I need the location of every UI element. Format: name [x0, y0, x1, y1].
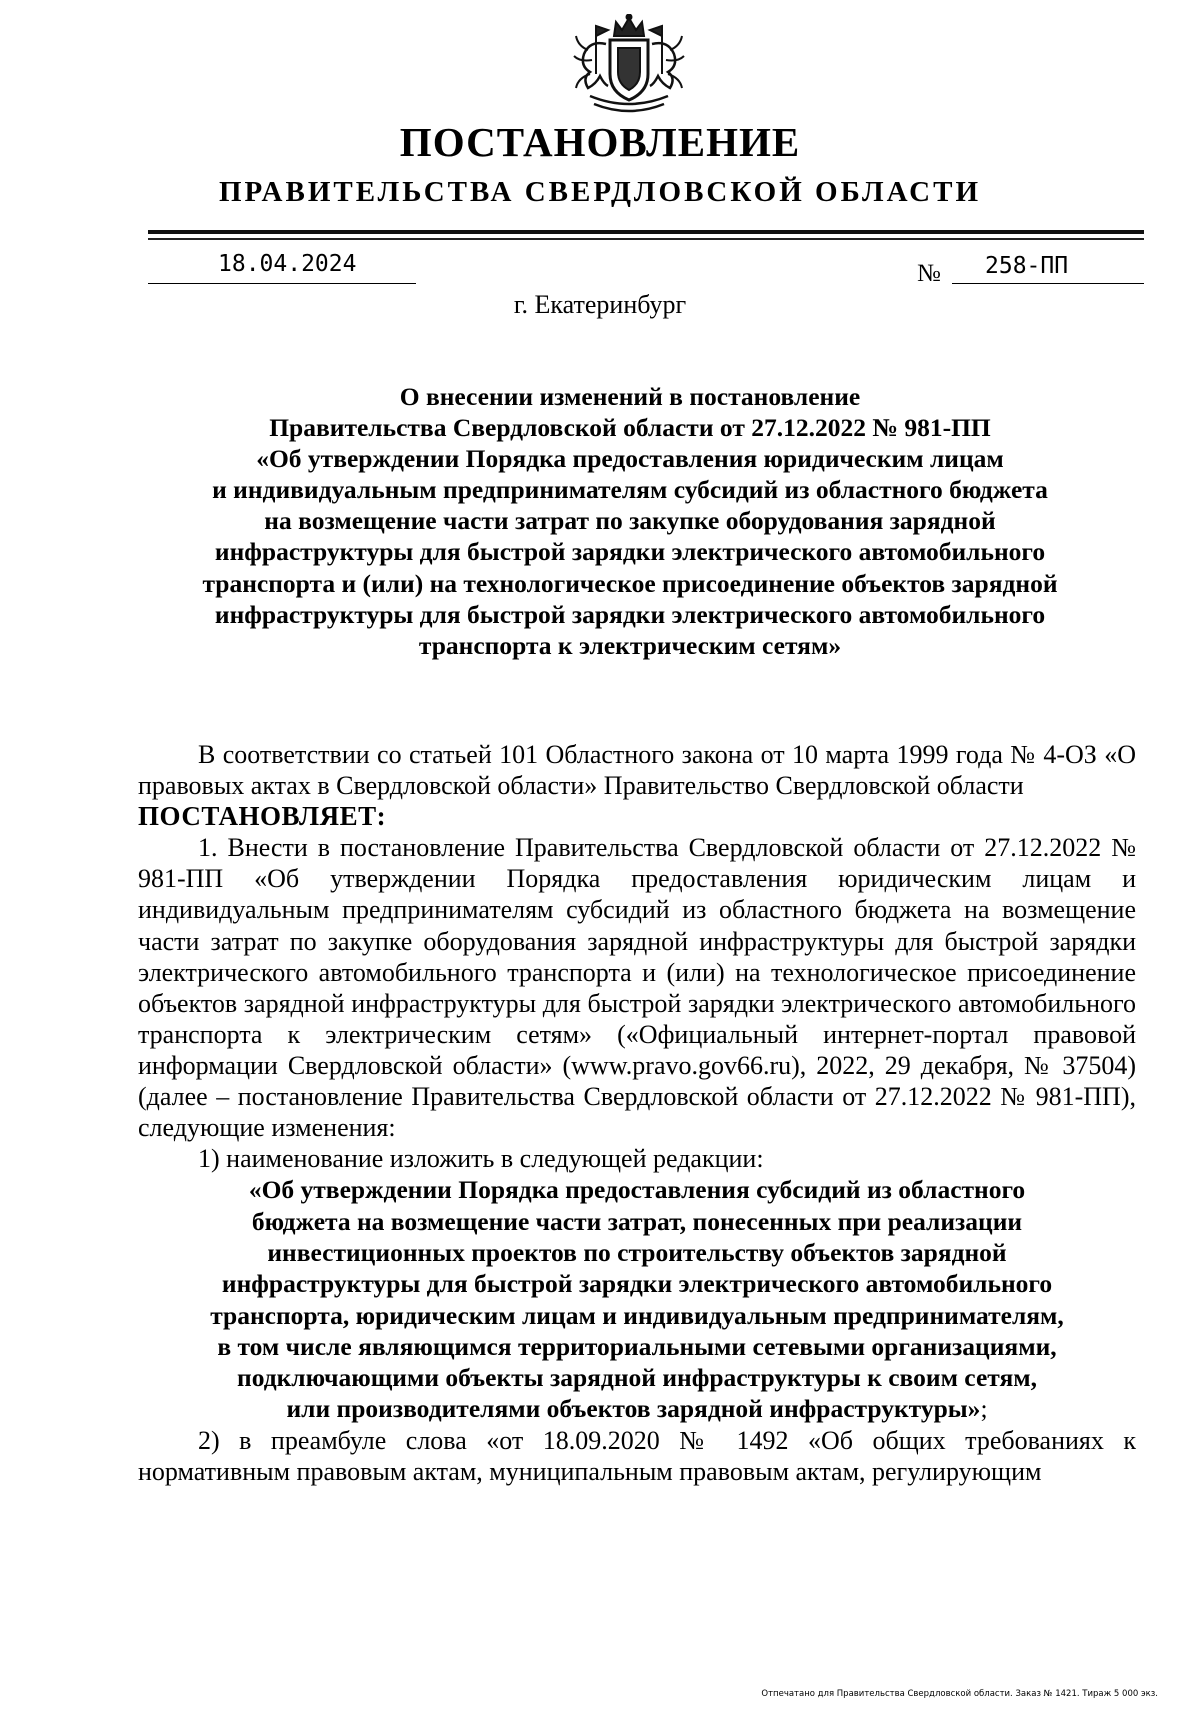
title-line: Правительства Свердловской области от 27.12.2022 № 981-ПП — [269, 413, 991, 443]
resolves-heading: ПОСТАНОВЛЯЕТ: — [138, 801, 387, 832]
subitem-1-paragraph: 1) наименование изложить в следующей редакции: — [198, 1144, 764, 1174]
quote-line: или производителями объектов зарядной инфраструктуры» — [286, 1394, 981, 1424]
quote-line: инфраструктуры для быстрой зарядки электрического автомобильного — [221, 1269, 1053, 1299]
title-line: транспорта к электрическим сетям» — [418, 630, 842, 660]
document-city: г. Екатеринбург — [513, 290, 687, 319]
coat-of-arms-emblem — [570, 14, 688, 118]
quote-line: бюджета на возмещение части затрат, понесенных при реализации — [251, 1206, 1023, 1236]
subitem-2-paragraph: 2) в преамбуле слова «от 18.09.2020 № 1492 «Об общих требованиях к нормативным правовым актам, муниципальным правовым актам, регулирующим — [138, 1425, 1136, 1486]
document-number: 258-ПП — [985, 253, 1069, 279]
number-sign: № — [917, 260, 941, 287]
item-1-paragraph: 1. Внести в постановление Правительства Свердловской области от 27.12.2022 № 981-ПП «Об утверждении Порядка предоставления юридическим лицам и индивидуальным предпринимателям субсидий из областного бюджета на возмещение части затрат по закупке оборудования зарядной инфраструктуры для быстрой зарядки электрического автомобильного транспорта и (или) на технологическое присоединение объектов зарядной инфраструктуры для быстрой зарядки электрического автомобильного транспорта к электрическим сетям» («Официальный интернет-портал правовой информации Свердловской области» (www.pravo.gov66.ru), 2022, 29 декабря, № 37504) (далее – постановление Правительства Свердловской области от 27.12.2022 № 981-ПП), следующие изменения: — [138, 833, 1136, 1143]
document-date: 18.04.2024 — [218, 251, 357, 277]
quote-line: «Об утверждении Порядка предоставления субсидий из областного — [248, 1175, 1026, 1205]
title-line: на возмещение части затрат по закупке оборудования зарядной — [264, 506, 996, 536]
title-line: транспорта и (или) на технологическое присоединение объектов зарядной — [202, 568, 1058, 598]
title-line: инфраструктуры для быстрой зарядки электрического автомобильного — [214, 599, 1046, 629]
issuing-authority-heading: ПРАВИТЕЛЬСТВА СВЕРДЛОВСКОЙ ОБЛАСТИ — [218, 176, 982, 208]
date-underline — [148, 283, 416, 284]
quote-line: подключающими объекты зарядной инфраструктуры к своим сетям, — [237, 1363, 1037, 1393]
print-footer: Отпечатано для Правительства Свердловской области. Заказ № 1421. Тираж 5 000 экз. — [761, 1689, 1158, 1699]
title-line: О внесении изменений в постановление — [399, 382, 861, 411]
quote-line: в том числе являющимся территориальными сетевыми организациями, — [217, 1331, 1057, 1361]
document-body — [138, 739, 1136, 1487]
quote-end: ; — [980, 1394, 988, 1424]
document-type-heading: ПОСТАНОВЛЕНИЕ — [399, 119, 801, 165]
title-line: инфраструктуры для быстрой зарядки электрического автомобильного — [214, 537, 1046, 567]
quote-line: инвестиционных проектов по строительству объектов зарядной — [267, 1237, 1007, 1267]
header-rule-thin — [148, 238, 1144, 240]
quote-line: транспорта, юридическим лицам и индивидуальным предпринимателям, — [210, 1300, 1064, 1330]
preamble-paragraph: В соответствии со статьей 101 Областного закона от 10 марта 1999 года № 4-ОЗ «О правовых актах в Свердловской области» Правительство Свердловской области — [138, 740, 1136, 801]
header-rule-thick — [148, 230, 1144, 234]
document-title — [130, 381, 1130, 661]
number-underline — [952, 283, 1144, 284]
title-line: «Об утверждении Порядка предоставления юридическим лицам — [256, 444, 1004, 474]
quoted-new-title — [148, 1174, 1126, 1424]
title-line: и индивидуальным предпринимателям субсидий из областного бюджета — [212, 475, 1048, 505]
